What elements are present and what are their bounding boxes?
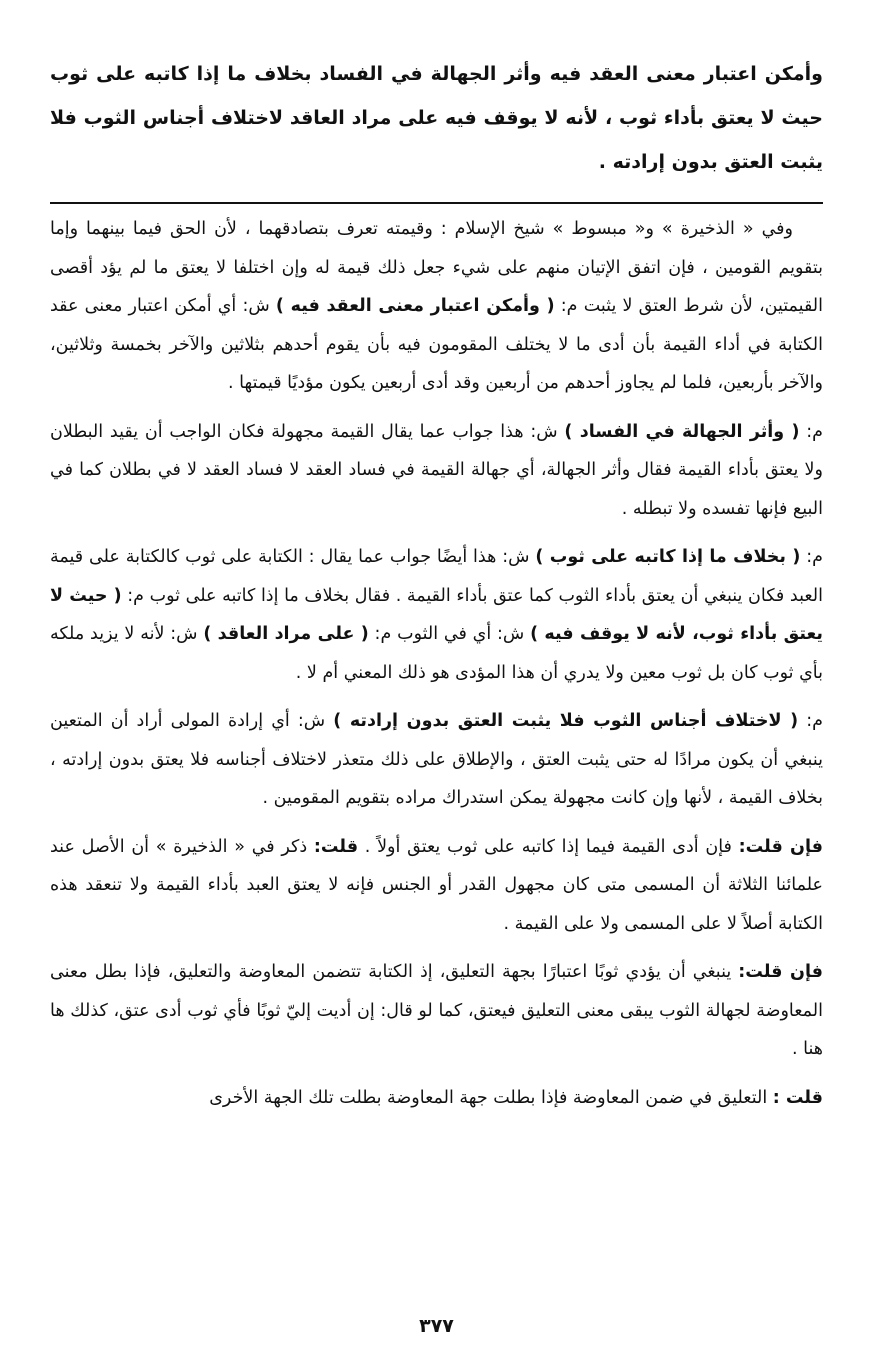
question-lead: فإن قلت:: [738, 962, 823, 982]
quoted-matn: ( على مراد العاقد ): [203, 624, 369, 644]
paragraph-text: ش: أي أمكن اعتبار معنى عقد الكتابة في أداء القيمة بأن أدى ما لا يختلف المقومون فيه بأن يقوم أحدهم بثلاثين والآخر بخمسة وثلاثين، والآخر بأربعين، فلما لم يجاوز أحدهم من أربعين وقد أدى أربعين يكون مؤديًا قيمتها .: [50, 296, 823, 393]
commentary: [50, 210, 823, 1127]
commentary-paragraph-1: [50, 210, 823, 403]
quoted-matn: ( بخلاف ما إذا كاتبه على ثوب ): [535, 547, 801, 567]
paragraph-text: فإن أدى القيمة فيما إذا كاتبه على ثوب يعتق أولاً .: [358, 836, 739, 857]
paragraph-text: ش: لأنه لا يزيد ملكه بأي ثوب كان بل ثوب معين ولا يدري أن هذا المؤدى هو ذلك المعني أم لا .: [50, 624, 823, 683]
commentary-paragraph-5: [50, 828, 823, 944]
matn-marker: م:: [554, 296, 584, 316]
paragraph-text: ش: هذا أيضًا جواب عما يقال : الكتابة على ثوب كالكتابة على قيمة العبد فكان ينبغي أن يعتق بأداء الثوب كما عتق بأداء القيمة . فقال بخلاف ما إذا كاتبه على ثوب م:: [50, 547, 823, 606]
quoted-matn: ( وأثر الجهالة في الفساد ): [564, 421, 800, 442]
quoted-matn: ( وأمكن اعتبار معنى العقد فيه ): [275, 296, 555, 316]
paragraph-text: ش: أي في الثوب م:: [368, 624, 531, 644]
matn-marker: م:: [800, 547, 823, 567]
paragraph-text: ينبغي أن يؤدي ثوبًا اعتبارًا بجهة التعليق، إذ الكتابة تتضمن المعاوضة والتعليق، فإذا بطل معنى المعاوضة لجهالة الثوب يبقى معنى التعليق فيعتق، كما لو قال: إن أديت إليّ ثوبًا فأي ثوب أدى عتق، كذلك ها هنا .: [50, 962, 823, 1059]
page-number: ٣٧٧: [419, 1315, 454, 1337]
quoted-matn: ( لاختلاف أجناس الثوب فلا يثبت العتق بدون إرادته ): [333, 711, 799, 731]
quoted-matn: ( حيث لا يعتق بأداء ثوب، لأنه لا يوقف فيه ): [50, 585, 823, 644]
commentary-paragraph-7: [50, 1079, 823, 1118]
main-text: وأمكن اعتبار معنى العقد فيه وأثر الجهالة في الفساد بخلاف ما إذا كاتبه على ثوب حيث لا يعتق بأداء ثوب ، لأنه لا يوقف فيه على مراد العاقد لاختلاف أجناس الثوب فلا يثبت العتق بدون إرادته .: [50, 63, 823, 173]
book-page: [50, 0, 823, 1371]
matn-marker: م:: [799, 421, 823, 442]
paragraph-text: ذكر في « الذخيرة » أن الأصل عند علمائنا الثلاثة أن المسمى متى كان مجهول القدر أو الجنس فإنه لا يعتق العبد بأداء القيمة ولا تنعقد هذه الكتابة أصلاً لا على المسمى ولا على القيمة .: [50, 836, 823, 934]
commentary-paragraph-3: [50, 538, 823, 692]
commentary-paragraph-2: [50, 413, 823, 529]
paragraph-text: ش: أي إرادة المولى أراد أن المتعين ينبغي أن يكون مرادًا له حتى يثبت العتق ، والإطلاق على ذلك متعذر لاختلاف أجناسه فلا يعتق بدون إرادته ، بخلاف القيمة ، لأنها وإن كانت مجهولة يمكن استدراك مراده بتقويم المقومين .: [50, 711, 823, 808]
paragraph-text: التعليق في ضمن المعاوضة فإذا بطلت جهة المعاوضة بطلت تلك الجهة الأخرى: [209, 1087, 773, 1108]
answer-lead: قلت:: [313, 836, 359, 857]
question-lead: فإن قلت:: [738, 836, 824, 857]
commentary-paragraph-4: [50, 702, 823, 818]
paragraph-text: وفي « الذخيرة » و« مبسوط » شيخ الإسلام : وقيمته تعرف بتصادقهما ، لأن الحق فيما بينهما وإما بتقويم القومين ، فإن اتفق الإتيان منهم على شيء جعل ذلك قيمة له وإن اختلفا لا يعتق ما لم يؤد أقصى القيمتين، لأن شرط العتق لا يثبت: [50, 219, 824, 316]
matn-marker: م:: [798, 711, 824, 731]
answer-lead: قلت :: [772, 1087, 823, 1108]
commentary-paragraph-6: [50, 953, 823, 1069]
paragraph-text: ش: هذا جواب عما يقال القيمة مجهولة فكان الواجب أن يقيد البطلان ولا يعتق بأداء القيمة فقال وأثر الجهالة، أي جهالة القيمة في فساد العقد لا فساد العقد لا في بطلان كما في البيع فإنها تفسده ولا تبطله .: [50, 421, 823, 519]
separator-line: [50, 202, 823, 204]
